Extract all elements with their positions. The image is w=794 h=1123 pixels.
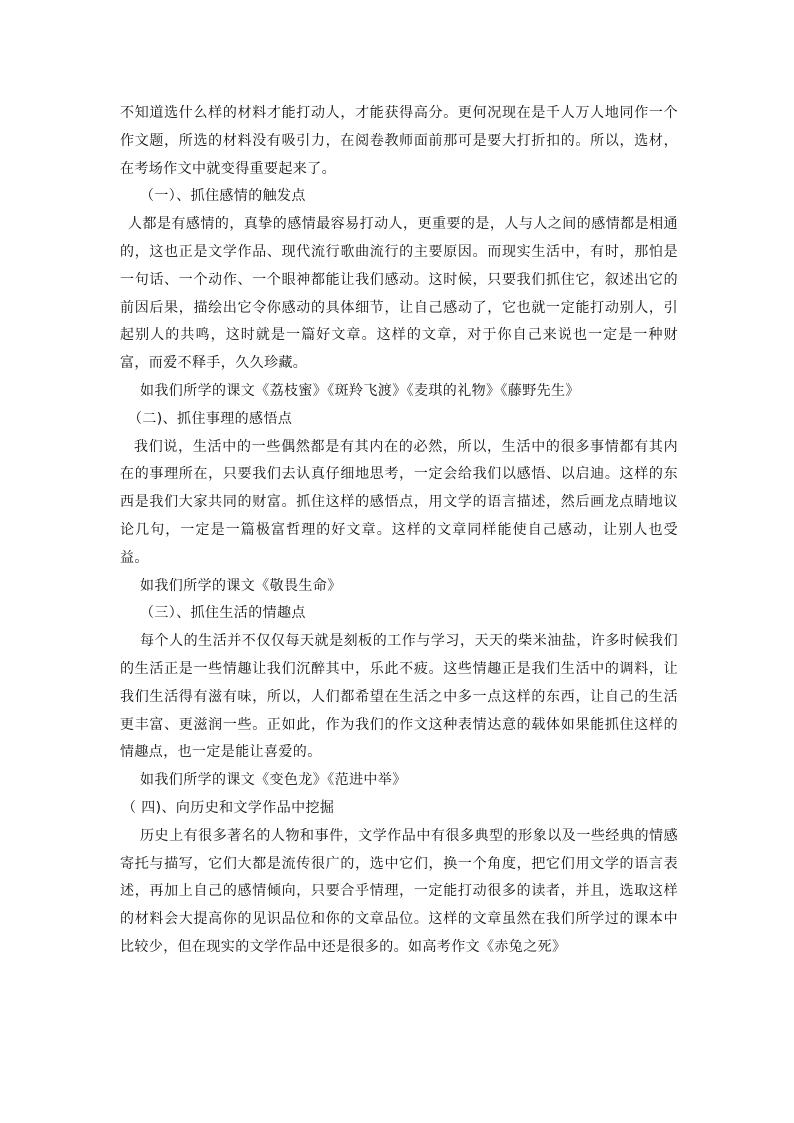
example-line-1: 如我们所学的课文《荔枝蜜》《斑羚飞渡》《麦琪的礼物》《藤野先生》 <box>140 382 580 399</box>
example-line-3: 如我们所学的课文《变色龙》《范进中举》 <box>140 772 407 789</box>
section-heading-3: （三）、抓住生活的情趣点 <box>140 605 306 622</box>
document-body <box>120 100 678 962</box>
body-paragraph-4: 历史上有很多著名的人物和事件，文学作品中有很多典型的形象以及一些经典的情感寄托与描写，它们大都是流传很广的，选中它们，换一个角度，把它们用文学的语言表述，再加上自己的感情倾向，只要合乎情理，一定能打动很多的读者，并且，选取这样的材料会大提高你的见识品位和你的文章品位。这样的文章虽然在我们所学过的课本中比较少，但在现实的文学作品中还是很多的。如高考作文《赤兔之死》 <box>120 827 678 955</box>
section-heading-4: （ 四)、向历史和文学作品中挖掘 <box>122 799 335 816</box>
section-heading-2: （二)、抓住事理的感悟点 <box>128 410 293 427</box>
body-paragraph-3: 每个人的生活并不仅仅每天就是刻板的工作与学习，天天的柴米油盐，许多时候我们的生活正是一些情趣让我们沉醉其中，乐此不疲。这些情趣正是我们生活中的调料，让我们生活得有滋有味，所以，人们都希望在生活之中多一点这样的东西，让自己的生活更丰富、更滋润一些。正如此，作为我们的作文这种表情达意的载体如果能抓住这样的情趣点，也一定是能让喜爱的。 <box>120 633 678 761</box>
body-paragraph-1: 人都是有感情的，真挚的感情最容易打动人，更重要的是，人与人之间的感情都是相通的，这也正是文学作品、现代流行歌曲流行的主要原因。而现实生活中，有时，那怕是一句话、一个动作、一个眼神都能让我们感动。这时候，只要我们抓住它，叙述出它的前因后果，描绘出它令你感动的具体细节，让自己感动了，它也就一定能打动别人，引起别人的共鸣，这时就是一篇好文章。这样的文章，对于你自己来说也一定是一种财富，而爱不释手，久久珍藏。 <box>120 216 678 372</box>
example-line-2: 如我们所学的课文《敬畏生命》 <box>140 577 342 594</box>
intro-paragraph: 不知道选什么样的材料才能打动人，才能获得高分。更何况现在是千人万人地同作一个作文题，所选的材料没有吸引力，在阅卷教师面前那可是要大打折扣的。所以，选材，在考场作文中就变得重要起来了。 <box>120 105 678 177</box>
section-heading-1: （一）、抓住感情的触发点 <box>140 188 306 205</box>
body-paragraph-2: 我们说，生活中的一些偶然都是有其内在的必然，所以，生活中的很多事情都有其内在的事理所在，只要我们去认真仔细地思考，一定会给我们以感悟、以启迪。这样的东西是我们大家共同的财富。抓住这样的感悟点，用文学的语言描述，然后画龙点睛地议论几句，一定是一篇极富哲理的好文章。这样的文章同样能使自己感动，让别人也受益。 <box>120 438 678 566</box>
